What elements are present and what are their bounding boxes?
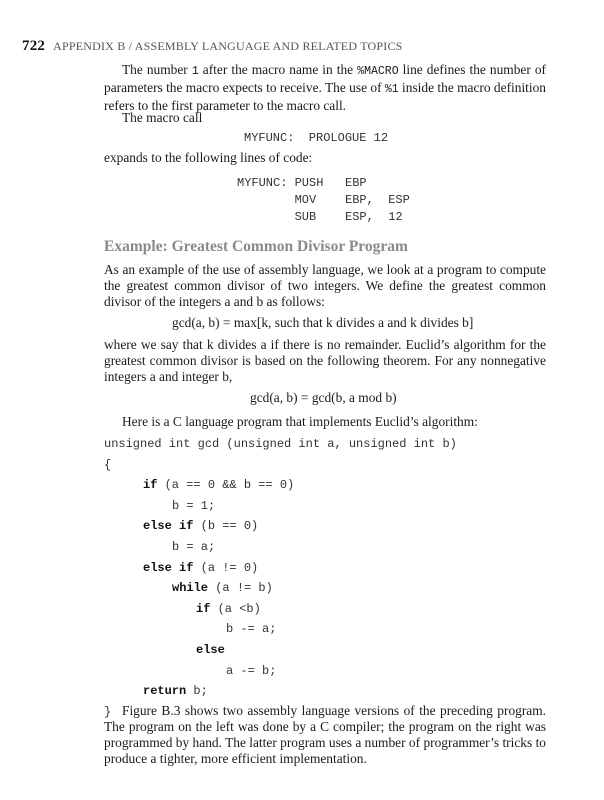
paragraph-expands: expands to the following lines of code: — [104, 150, 313, 165]
paragraph-macro-params — [104, 62, 546, 114]
page-number: 722 — [22, 38, 46, 54]
paragraph-c-program: Here is a C language program that implements Euclid’s algorithm: — [122, 414, 478, 429]
paragraph-euclid: where we say that k divides a if there is no remainder. Euclid’s algorithm for the greatest common divisor is based on the following theorem. For any nonnegative integers a and integer b, — [104, 337, 546, 384]
running-title: APPENDIX B / ASSEMBLY LANGUAGE AND RELATED TOPICS — [53, 39, 403, 53]
inline-code: %1 — [384, 83, 399, 96]
macro-call-code: MYFUNC: PROLOGUE 12 — [244, 131, 389, 145]
code-line — [196, 599, 261, 620]
expansion-line: MOV EBP, ESP — [237, 193, 410, 207]
code-keyword: else if — [143, 560, 194, 575]
text: inside the macro definition refers to the first parameter to the macro call. — [104, 80, 546, 113]
code-keyword: else if — [143, 519, 194, 534]
paragraph-gcd-intro: As an example of the use of assembly language, we look at a program to compute the greatest common divisor of two integers. We define the greatest common divisor of the integers a and b as follows: — [104, 262, 546, 309]
paragraph-figure-b3: Figure B.3 shows two assembly language versions of the preceding program. The program on the left was done by a C compiler; the program on the right was programmed by hand. The latter program uses a number of programmer’s tricks to produce a tighter, more efficient implementation. — [104, 703, 546, 766]
code-line — [104, 434, 457, 455]
code-line — [172, 578, 273, 599]
text: The number — [122, 62, 192, 77]
text: after the macro name in the — [198, 62, 358, 77]
code-keyword: while — [172, 581, 209, 596]
code-text: b = a; — [172, 540, 216, 554]
code-text: (a != b) — [208, 581, 273, 596]
running-header — [22, 38, 403, 55]
code-keyword: else — [196, 643, 225, 657]
equation-euclid-theorem: gcd(a, b) = gcd(b, a mod b) — [250, 390, 397, 405]
code-keyword: return — [143, 684, 187, 699]
code-line — [104, 455, 111, 476]
code-line — [172, 496, 215, 517]
paragraph-macro-call: The macro call — [122, 110, 203, 125]
code-line — [143, 475, 294, 496]
code-text: unsigned int gcd (unsigned int a, unsigned int b) — [104, 437, 457, 451]
code-text: (b == 0) — [193, 519, 259, 534]
code-text: b -= a; — [226, 622, 277, 637]
code-line — [226, 619, 276, 640]
code-line — [143, 516, 258, 537]
code-text: b; — [186, 684, 208, 699]
code-text: a -= b; — [226, 663, 277, 678]
section-heading: Example: Greatest Common Divisor Program — [104, 238, 408, 255]
code-text: (a != 0) — [193, 560, 259, 575]
code-line — [226, 661, 276, 682]
code-text: { — [104, 457, 112, 472]
inline-code: 1 — [191, 65, 199, 78]
code-keyword: if — [143, 478, 158, 493]
code-text: (a <b) — [210, 601, 261, 616]
c-code-block — [104, 434, 544, 724]
code-text: (a == 0 && b == 0) — [157, 478, 295, 493]
code-text: b = 1; — [172, 498, 216, 513]
code-line — [172, 537, 215, 558]
inline-code: %MACRO — [357, 65, 399, 78]
code-line — [196, 640, 225, 661]
expansion-line: SUB ESP, 12 — [237, 210, 403, 224]
expansion-line: MYFUNC: PUSH EBP — [237, 176, 367, 190]
equation-gcd-definition: gcd(a, b) = max[k, such that k divides a and k divides b] — [172, 315, 474, 330]
text: line defines the number of parameters the macro expects to receive. The use of — [104, 62, 547, 95]
code-keyword: if — [196, 601, 211, 616]
code-line — [143, 558, 258, 579]
code-text: } — [104, 704, 112, 719]
code-line — [143, 681, 208, 702]
